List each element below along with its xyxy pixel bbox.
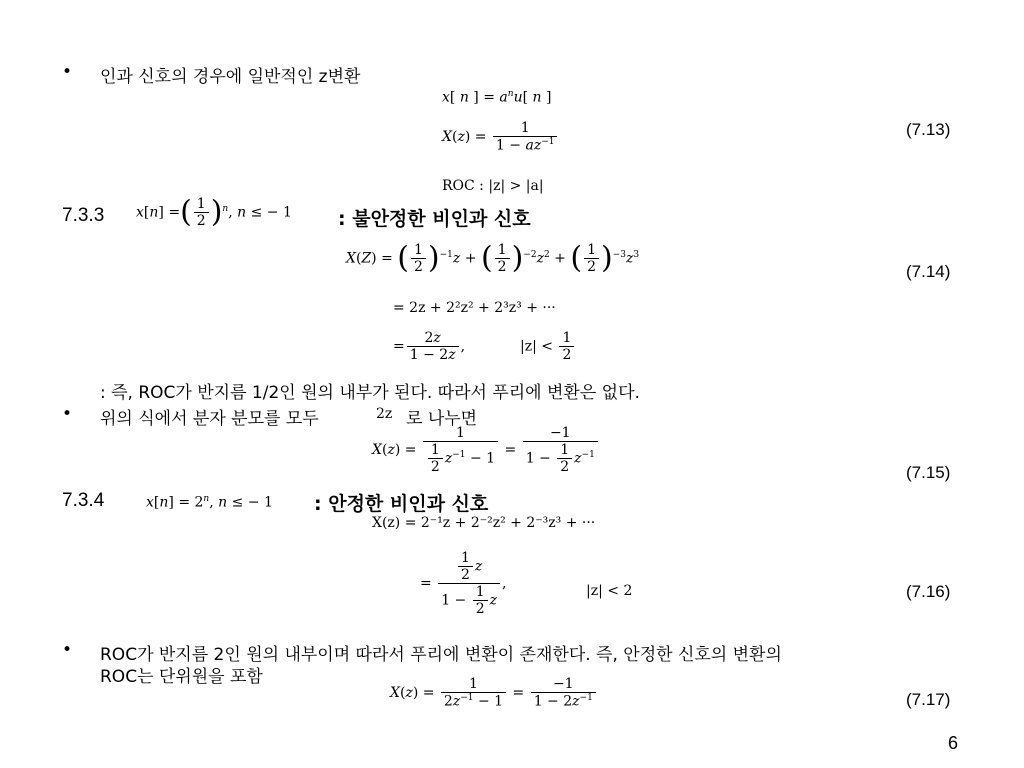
section-title-7-3-4: : 안정한 비인과 신호 [314, 493, 489, 515]
equation-number-7-13: (7.13) [906, 120, 951, 139]
roc-7-16: |z| < 2 [586, 583, 633, 599]
bullet-marker: • [62, 404, 73, 424]
section-title-7-3-3: : 불안정한 비인과 신호 [338, 208, 531, 230]
section-number-7-3-4: 7.3.4 [62, 490, 105, 511]
section-number-7-3-3: 7.3.3 [62, 205, 105, 226]
bullet-marker: • [62, 640, 73, 660]
bullet-text-divide: 위의 식에서 분자 분모를 모두 [100, 409, 319, 429]
bullet-text-causal: 인과 신호의 경우에 일반적인 z변환 [100, 67, 361, 87]
bullet-text-stable-line2: ROC는 단위원을 포함 [100, 667, 263, 687]
equation-715: X(z) = 1 $\frac{1}{2}$ $z^{-1} - 1$ = −1 1 − $\frac{1}{2}$ $z^{-1}$ [372, 425, 600, 475]
equation-number-7-14: (7.14) [906, 262, 951, 281]
roc-7-13: ROC : |z| > |a| [442, 178, 544, 194]
note-7-3-3: : 즉, ROC가 반지름 1/2인 원의 내부가 된다. 따라서 푸리에 변환은 없다. [100, 383, 640, 403]
equation-714-line3: = $\frac{2z}{1 - 2z}$ , [393, 330, 466, 364]
equation-713-transform: X(z) = $\frac{1}{1 - az^{-1}}$ [442, 120, 559, 154]
equation-716-line2: = $\frac{1}{2}$ z 1 − $\frac{1}{2}$ z , [420, 550, 507, 618]
equation-number-7-17: (7.17) [906, 690, 951, 709]
equation-number-7-15: (7.15) [906, 463, 951, 482]
roc-7-14-text: |z| < [520, 338, 553, 355]
page-number: 6 [948, 733, 959, 753]
equation-714-line2: = 2z + 2²z² + 2³z³ + ··· [393, 300, 556, 316]
equation-714-line1: X(Z) = ( $\frac{1}{2}$ )$^{-1}$z + ( $\frac{1}{2}$ )$^{-2}z^2$ + ( $\frac{1}{2}$ )$^{-3}z^3$ [346, 240, 640, 276]
bullet-marker: • [62, 62, 73, 82]
equation-717: X(z) = $\frac{1}{2z^{-1} - 1}$ = $\frac{-1}{1 - 2z^{-1}}$ [390, 676, 598, 710]
bullet-text-stable-line1: ROC가 반지름 2인 원의 내부이며 따라서 푸리에 변환이 존재한다. 즉, 안정한 신호의 변환의 [100, 645, 782, 665]
section-7-3-3-signal: x[n] =( $\frac{1}{2}$ )$^n$, n ≤ − 1 [136, 194, 292, 230]
inline-math-2z: 2z [376, 406, 393, 422]
equation-713-signal: x[ n ] = $a^nu$[ n ] [442, 89, 552, 106]
roc-7-14: |z| < $\frac{1}{2}$ [520, 330, 576, 363]
equation-number-7-16: (7.16) [906, 582, 951, 601]
bullet-text-divide-end: 로 나누면 [406, 409, 478, 429]
equation-716-line1: X(z) = 2⁻¹z + 2⁻²z² + 2⁻³z³ + ··· [372, 515, 596, 531]
section-7-3-4-signal: $x[n] = 2^n$, n ≤ − 1 [146, 494, 273, 511]
